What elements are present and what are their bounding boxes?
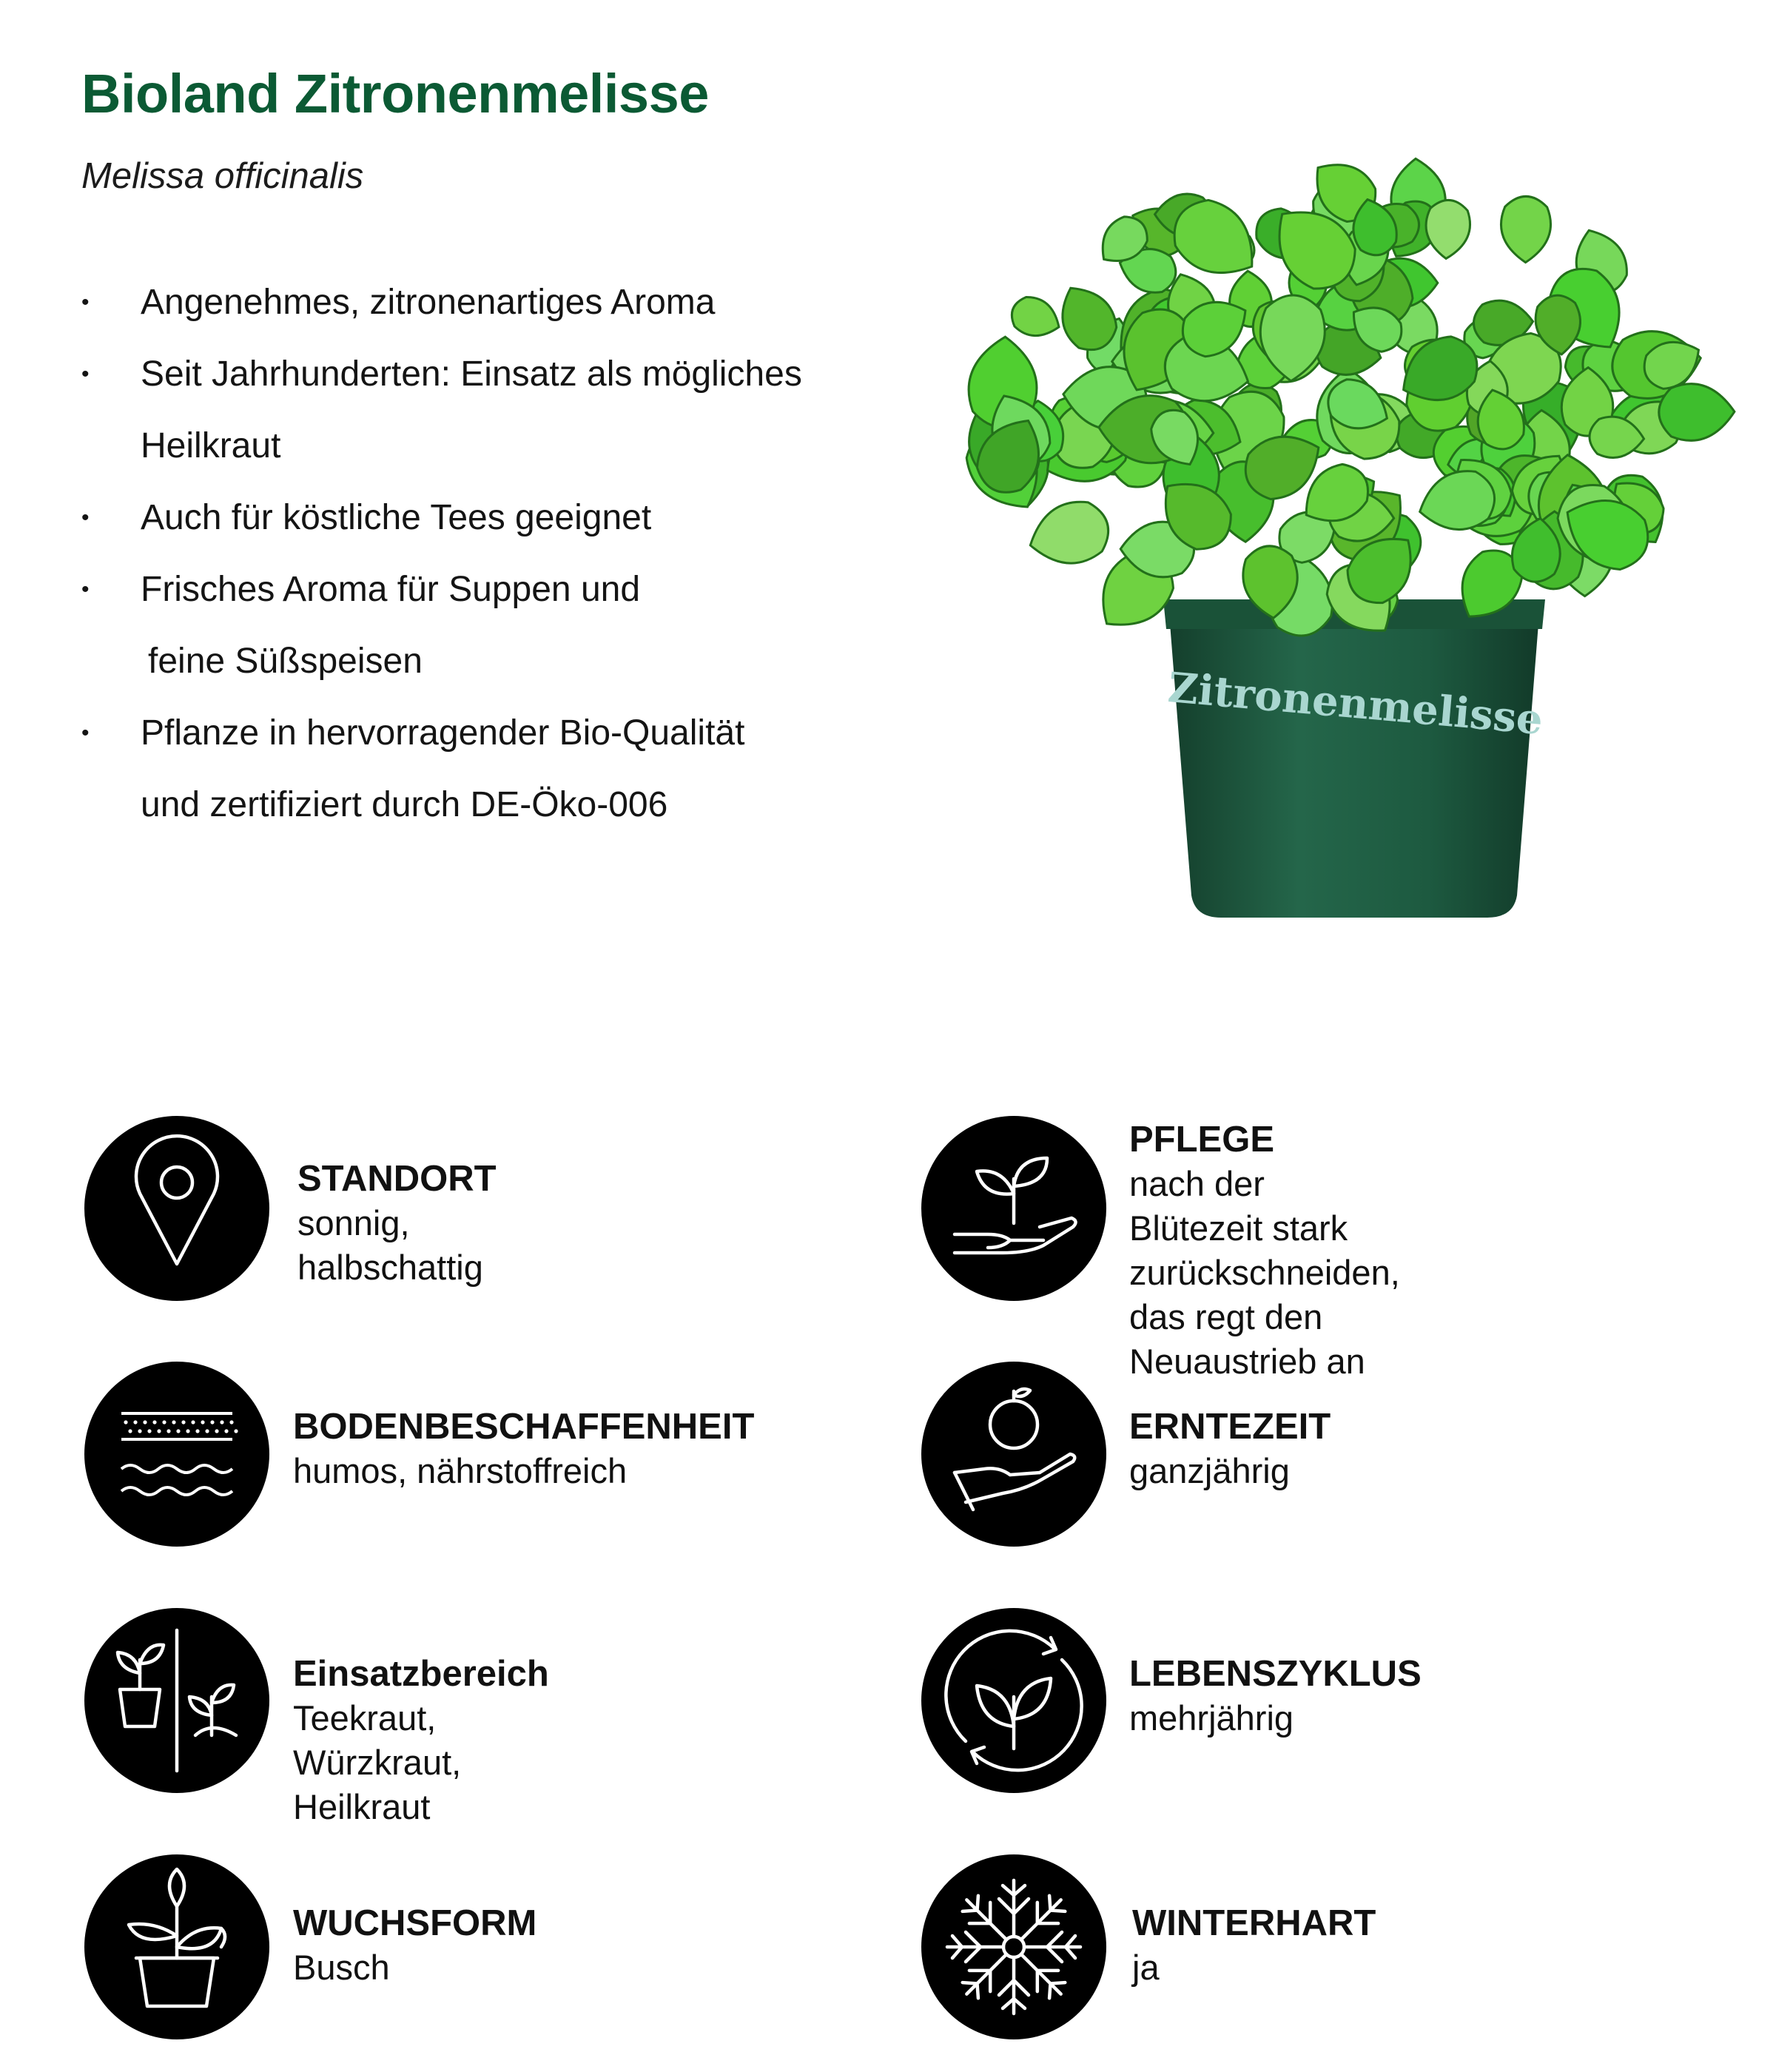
leaf xyxy=(1006,292,1066,344)
standort-value: sonnig, halbschattig xyxy=(297,1203,483,1287)
soil-dot xyxy=(133,1420,137,1424)
bullet-item xyxy=(81,482,925,554)
soil-dot xyxy=(152,1420,156,1424)
bullet-text: Angenehmes, zitronenartiges Aroma xyxy=(141,283,716,322)
soil-dot xyxy=(205,1429,209,1433)
bullet-dot-icon: • xyxy=(81,290,90,314)
winterhart-value: ja xyxy=(1132,1948,1160,1987)
bullet-text: und zertifiziert durch DE-Öko-006 xyxy=(141,785,668,824)
erntezeit-label: ERNTEZEIT xyxy=(1129,1407,1331,1447)
bullet-text: Heilkraut xyxy=(141,426,281,465)
soil-dot xyxy=(191,1420,195,1424)
soil-layers-icon xyxy=(84,1362,269,1547)
bullet-item xyxy=(81,554,925,697)
soil-dot xyxy=(181,1420,185,1424)
erntezeit-value: ganzjährig xyxy=(1129,1451,1290,1490)
snowflake-arm xyxy=(1024,1932,1080,1962)
hand-seedling-icon xyxy=(921,1116,1106,1301)
product-image xyxy=(925,155,1754,940)
snowflake-arm xyxy=(1011,1889,1072,1950)
soil-dot xyxy=(157,1429,161,1433)
soil-dot xyxy=(229,1420,233,1424)
snowflake-arm xyxy=(999,1957,1029,2014)
bullet-dot-icon: • xyxy=(81,362,90,386)
soil-dot xyxy=(220,1420,223,1424)
soil-dot xyxy=(186,1429,189,1433)
location-pin-icon xyxy=(84,1116,269,1301)
snowflake-arm xyxy=(956,1944,1017,2005)
snowflake-arm xyxy=(999,1880,1029,1937)
soil-dot xyxy=(128,1429,132,1433)
hand-fruit-icon xyxy=(921,1362,1106,1547)
foliage xyxy=(954,155,1735,648)
winterhart-label: WINTERHART xyxy=(1132,1903,1376,1943)
pflege-label: PFLEGE xyxy=(1129,1120,1275,1160)
soil-dot xyxy=(224,1429,228,1433)
bullet-dot-icon: • xyxy=(81,577,90,602)
potted-plant-icon xyxy=(84,1854,269,2039)
boden-label: BODENBESCHAFFENHEIT xyxy=(293,1407,755,1447)
cycle-sprout-icon xyxy=(921,1608,1106,1793)
bullet-dot-icon: • xyxy=(81,505,90,530)
snowflake-icon xyxy=(921,1854,1106,2039)
bullet-item xyxy=(81,338,925,482)
feature-bullet-list xyxy=(81,266,925,841)
pot-and-sprout-icon xyxy=(84,1608,269,1793)
soil-dot xyxy=(215,1429,218,1433)
standort-label: STANDORT xyxy=(297,1159,497,1199)
soil-dot xyxy=(195,1429,199,1433)
pflege-value-line: nach der Blütezeit stark xyxy=(1129,1164,1348,1248)
bullet-item xyxy=(81,697,925,841)
bullet-text: feine Süßspeisen xyxy=(148,642,423,681)
pot-body xyxy=(1169,614,1539,918)
leaf xyxy=(1658,383,1735,441)
leaf xyxy=(1501,196,1551,263)
einsatz-label: Einsatzbereich xyxy=(293,1654,549,1694)
boden-value: humos, nährstoffreich xyxy=(293,1451,628,1490)
bullet-text: Auch für köstliche Tees geeignet xyxy=(141,498,652,537)
lebenszyklus-value: mehrjährig xyxy=(1129,1698,1294,1738)
pot-label: Zitronenmelisse xyxy=(1166,663,1545,745)
wuchsform-label: WUCHSFORM xyxy=(293,1903,537,1943)
latin-name: Melissa officinalis xyxy=(81,156,364,196)
snowflake-arm xyxy=(1011,1944,1072,2005)
lebenszyklus-label: LEBENSZYKLUS xyxy=(1129,1654,1422,1694)
soil-dot xyxy=(138,1429,141,1433)
leaf xyxy=(1022,494,1115,574)
pflege-value-line: Neuaustrieb an xyxy=(1129,1342,1365,1381)
product-title: Bioland Zitronenmelisse xyxy=(81,63,709,124)
soil-dot xyxy=(162,1420,166,1424)
einsatz-value: Teekraut, Würzkraut, Heilkraut xyxy=(293,1698,462,1826)
soil-dot xyxy=(124,1420,127,1424)
soil-dot xyxy=(210,1420,214,1424)
soil-dot xyxy=(234,1429,238,1433)
soil-dot xyxy=(143,1420,147,1424)
soil-dot xyxy=(147,1429,151,1433)
snowflake-arm xyxy=(956,1889,1017,1950)
bullet-dot-icon: • xyxy=(81,721,90,745)
soil-dot xyxy=(176,1429,180,1433)
leaf xyxy=(1424,199,1471,260)
bullet-text: Seit Jahrhunderten: Einsatz als mögliches xyxy=(141,354,802,394)
snowflake-arm xyxy=(947,1932,1003,1962)
bullet-text: Frisches Aroma für Suppen und xyxy=(141,570,641,609)
wuchsform-value: Busch xyxy=(293,1948,390,1987)
soil-dot xyxy=(166,1429,170,1433)
pflege-value-line: zurückschneiden, das regt den xyxy=(1129,1253,1400,1336)
soil-dot xyxy=(201,1420,204,1424)
bullet-item xyxy=(81,266,925,338)
soil-dot xyxy=(172,1420,175,1424)
bullet-text: Pflanze in hervorragender Bio-Qualität xyxy=(141,713,745,753)
